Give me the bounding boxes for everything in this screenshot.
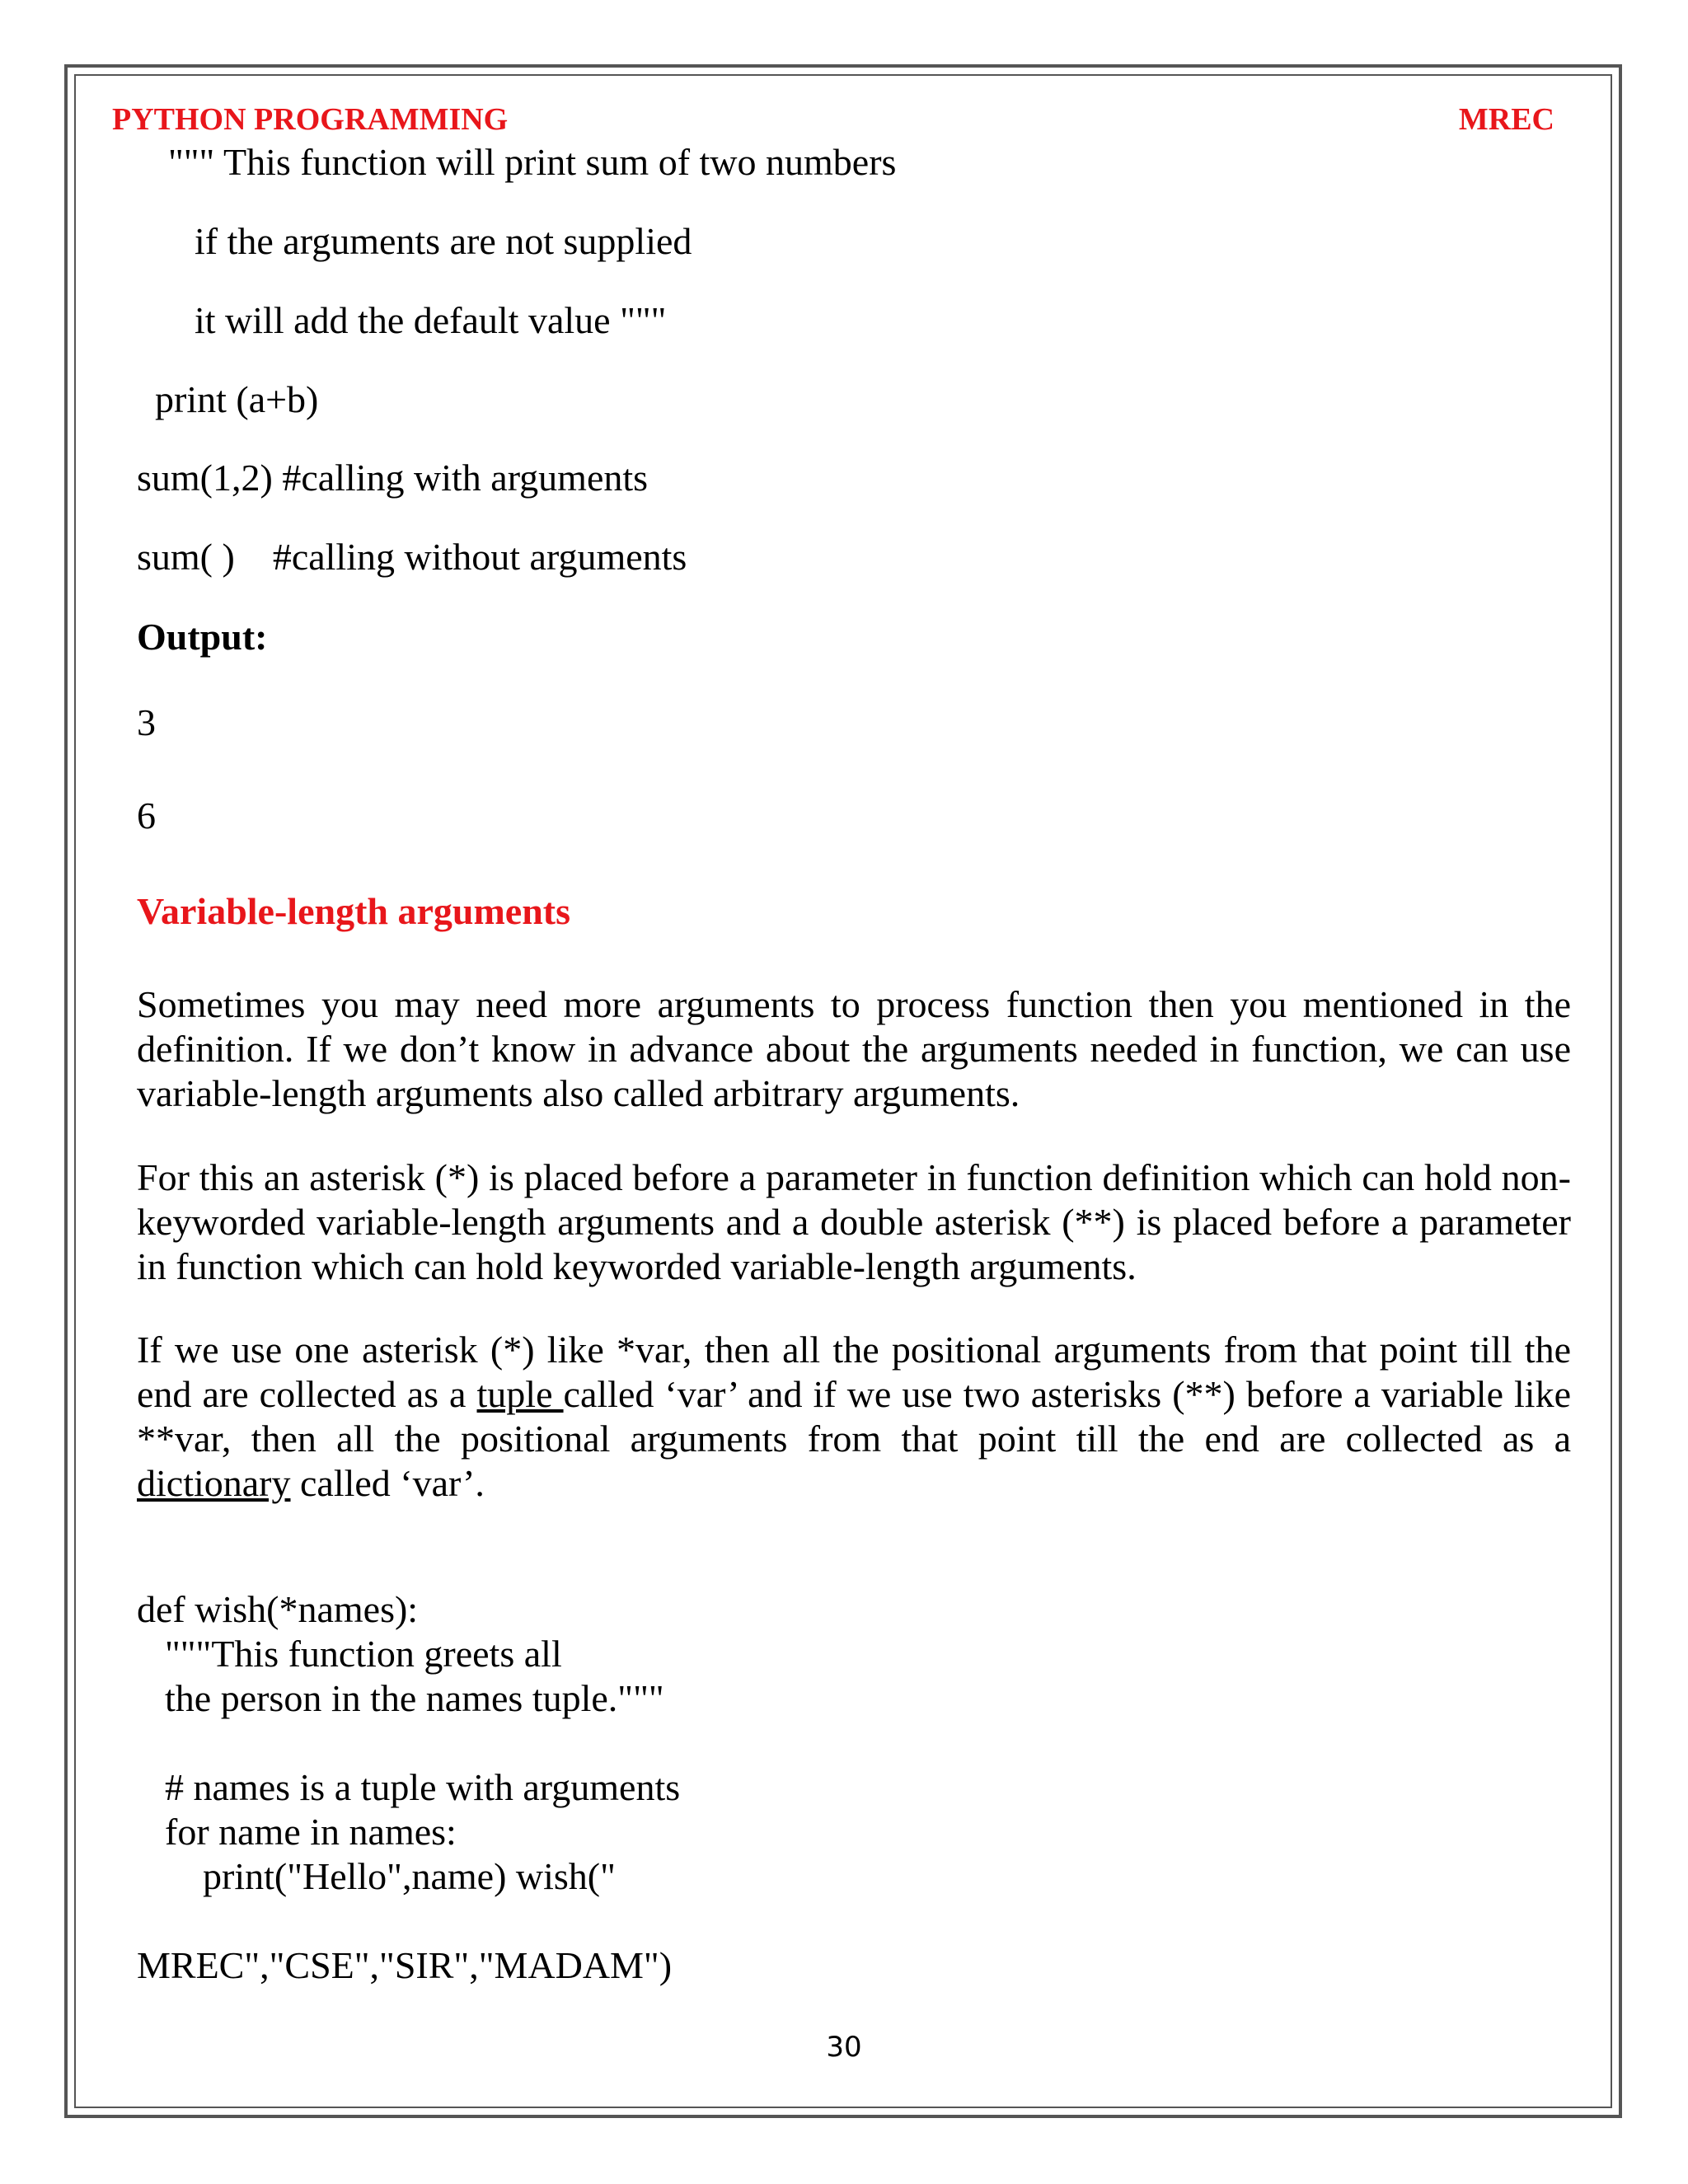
code-line: it will add the default value """ [195,299,667,341]
code-line: """This function greets all [165,1633,562,1675]
paragraph-3-text: called ‘var’. [290,1462,485,1504]
code-line: the person in the names tuple.""" [165,1677,664,1719]
code-line: print("Hello",name) wish(" [203,1855,616,1897]
section-title: Variable-length arguments [137,890,571,932]
paragraph-1: Sometimes you may need more arguments to process function then you mentioned in the definition. If we don’t know in advance about the arguments needed in function, we can use variable-length arguments also called arbitrary arguments. [137,983,1571,1114]
dictionary-link: dictionary [137,1462,291,1504]
code-line: if the arguments are not supplied [195,220,692,262]
code-line: def wish(*names): [137,1588,419,1630]
code-line: for name in names: [165,1811,457,1853]
paragraph-2: For this an asterisk (*) is placed before a parameter in function definition which can hold non-keyworded variable-length arguments and a double asterisk (**) is placed before a parameter in function which can hold keyworded variable-length arguments. [137,1156,1571,1287]
code-line: print (a+b) [155,378,319,420]
code-line: sum(1,2) #calling with arguments [137,457,649,499]
paragraph-3 [137,1328,1571,1506]
output-label: Output: [137,616,268,658]
paragraph-3-text: called ‘var’ and if we use two asterisks (**) before a variable like **var, then all the positional arguments from that point till the end are collected as a [137,1373,1572,1460]
code-line: MREC","CSE","SIR","MADAM") [137,1944,673,1986]
tuple-link: tuple [476,1373,564,1415]
code-line: """ This function will print sum of two numbers [168,141,897,183]
code-line: # names is a tuple with arguments [165,1766,681,1808]
code-line: sum( ) #calling without arguments [137,536,687,578]
output-value: 3 [137,701,156,743]
output-value: 6 [137,794,156,837]
header-course-title: PYTHON PROGRAMMING [112,102,509,137]
paragraph-3-text: If we use one asterisk (*) like *var, then all the positional arguments from that point till the end are collected as a [137,1329,1571,1415]
header-college-name: MREC [1458,102,1554,137]
page-number: 30 [826,2031,862,2064]
